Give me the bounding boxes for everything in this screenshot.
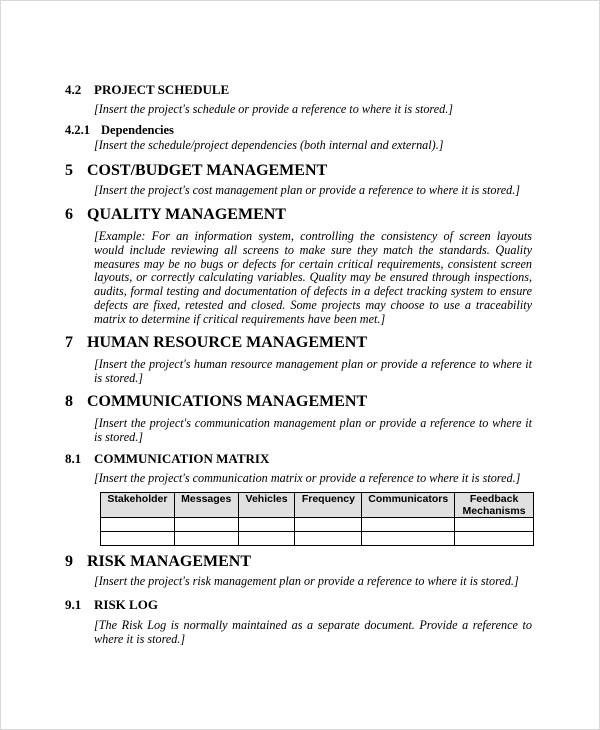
table-row: [101, 518, 534, 532]
table-cell: [238, 518, 295, 532]
table-cell: [101, 518, 175, 532]
table-cell: [455, 532, 534, 546]
column-header: Feedback Mechanisms: [455, 493, 534, 518]
section-title: RISK MANAGEMENT: [87, 553, 252, 570]
section-title: PROJECT SCHEDULE: [94, 82, 230, 97]
section-body: [Example: For an information system, controlling the consistency of screen layouts would include reviewing all screens to make sure they match the standards. Quality measures may be no bugs or defects for certain critical requirements, consistent screen layouts, or correctly calculating variables. Quality may be ensured through inspections, audits, formal testing and documentation of defects in a defect tracking system to ensure defects are fixed, retested and closed. Some projects may choose to use a traceability matrix to determine if critical requirements have been met.]: [94, 229, 532, 326]
table-cell: [455, 518, 534, 532]
section-title: COMMUNICATION MATRIX: [94, 451, 270, 466]
section-number: 6: [65, 206, 73, 223]
section-number: 4.2.1: [65, 123, 90, 137]
section-number: 9: [65, 553, 73, 570]
section-number: 4.2: [65, 82, 82, 97]
section-body: [Insert the project's risk management plan or provide a reference to where it is stored.]: [94, 574, 519, 588]
section-title: Dependencies: [101, 123, 174, 137]
table-cell: [295, 518, 362, 532]
section-title: QUALITY MANAGEMENT: [87, 206, 286, 223]
section-title: COMMUNICATIONS MANAGEMENT: [87, 393, 368, 410]
section-title: HUMAN RESOURCE MANAGEMENT: [87, 334, 367, 351]
table-cell: [238, 532, 295, 546]
section-body: [Insert the schedule/project dependencies (both internal and external).]: [94, 138, 444, 152]
section-body: [Insert the project's human resource management plan or provide a reference to where it is stored.]: [94, 357, 532, 385]
column-header: Communicators: [362, 493, 455, 518]
section-body: [Insert the project's cost management plan or provide a reference to where it is stored.]: [94, 183, 521, 197]
table-row: [101, 532, 534, 546]
table-cell: [174, 532, 238, 546]
section-number: 8.1: [65, 451, 82, 466]
section-body: [Insert the project's communication matrix or provide a reference to where it is stored.]: [94, 471, 521, 485]
table-cell: [295, 532, 362, 546]
section-number: 7: [65, 334, 73, 351]
section-number: 5: [65, 162, 73, 179]
section-body: [The Risk Log is normally maintained as a separate document. Provide a reference to where it is stored.]: [94, 618, 532, 646]
section-title: COST/BUDGET MANAGEMENT: [87, 162, 328, 179]
table-cell: [174, 518, 238, 532]
section-body: [Insert the project's communication management plan or provide a reference to where it is stored.]: [94, 416, 532, 444]
column-header: Frequency: [295, 493, 362, 518]
section-number: 8: [65, 393, 73, 410]
section-body: [Insert the project's schedule or provide a reference to where it is stored.]: [94, 102, 454, 116]
column-header: Messages: [174, 493, 238, 518]
section-title: RISK LOG: [94, 597, 158, 612]
column-header: Vehicles: [238, 493, 295, 518]
section-number: 9.1: [65, 597, 82, 612]
column-header: Stakeholder: [101, 493, 175, 518]
table-header-row: [101, 493, 534, 518]
table-cell: [362, 532, 455, 546]
communication-matrix-table: [100, 492, 534, 546]
table-cell: [101, 532, 175, 546]
table-cell: [362, 518, 455, 532]
